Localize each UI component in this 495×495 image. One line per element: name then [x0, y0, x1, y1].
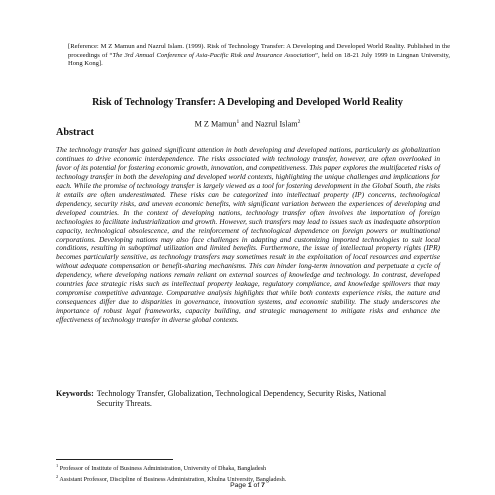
- reference-note: [68, 43, 450, 69]
- author-2: Nazrul Islam: [255, 119, 298, 129]
- page-current: 1: [247, 482, 252, 489]
- footnote-1-text: Professor of Institute of Business Administration, University of Dhaka, Bangladesh: [58, 465, 267, 473]
- author-1-mark: 1: [236, 119, 240, 125]
- page-number: [0, 482, 495, 489]
- page-total: 7: [261, 482, 265, 489]
- authors-conjunction: and: [239, 119, 256, 129]
- keywords-label: Keywords:: [56, 389, 94, 398]
- page-of-word: of: [251, 482, 262, 489]
- abstract-heading: Abstract: [56, 127, 94, 138]
- reference-prefix: [Reference: M Z Mamun and Nazrul Islam. (1999). Risk of Technology Transfer: A Developing and Developed World Reality. Published in the proceedings of “: [68, 43, 450, 59]
- footnote-2-mark: 2: [56, 473, 59, 479]
- author-1: M Z Mamun: [194, 119, 237, 129]
- reference-suffix: ”, held on 18-21 July 1999 in Lingnan University, Hong Kong].: [68, 51, 450, 68]
- page-word: Page: [230, 482, 248, 489]
- paper-title: Risk of Technology Transfer: A Developing and Developed World Reality: [92, 97, 403, 108]
- footnote-divider: [56, 459, 173, 460]
- footnotes: [56, 462, 456, 483]
- reference-proceedings: The 3rd Annual Conference of Asia-Pacific Risk and Insurance Association: [112, 51, 316, 59]
- footnote-1-mark: 1: [56, 463, 59, 468]
- abstract-body: The technology transfer has gained significant attention in both developing and developed nations, particularly as globalization continues to drive economic interdependence. The risks associated with technology transfer, however, are often overlooked in favor of its potential for fostering economic growth, innovation, and competitiveness. This paper explores the multifaceted risks of technology transfer in both the developing and developed world contexts, highlighting the unique challenges and implications for each. While the promise of technology transfer is largely viewed as a tool for fostering development in the Global South, the risks it entails are often underestimated. These risks can be categorized into intellectual property (IP) concerns, technological dependency, security risks, and uneven economic benefits, with significant variation between the experiences of developing and developed countries. In the context of developing nations, technology transfer often involves the importation of foreign technologies to facilitate industrialization and growth. However, such transfers may lead to issues such as inadequate absorption capacity, technological obsolescence, and the reinforcement of technological dependence on foreign powers or multinational corporations. Developing nations may also face challenges in adapting and customizing imported technologies to suit local conditions, resulting in suboptimal utilization and limited benefits. Furthermore, the issue of intellectual property rights (IPR) becomes particularly sensitive, as technology transfers may sometimes result in the exploitation of local resources and expertise without adequate compensation or benefit-sharing mechanisms. This can hinder long-term innovation and perpetuate a cycle of dependency, where developing nations remain reliant on external sources of knowledge and technology. In contrast, developed countries face strategic risks such as intellectual property leakage, regulatory compliance, and knowledge spillovers that may compromise competitive advantage. Comparative analysis highlights that while both contexts experience risks, the nature and consequences differ due to disparities in governance, innovation systems, and economic stability. The study underscores the importance of robust legal frameworks, capacity building, and strategic management to mitigate risks and enhance the effectiveness of technology transfer in diverse global contexts.: [56, 145, 440, 325]
- author-2-mark: 2: [297, 119, 301, 125]
- footnote-2-text: Assistant Professor, Discipline of Business Administration, Khulna University, Bangladesh.: [58, 475, 287, 483]
- keywords: [56, 389, 440, 409]
- keywords-value: Technology Transfer, Globalization, Technological Dependency, Security Risks, National Security Threats.: [96, 389, 387, 409]
- footnote-1: [56, 462, 456, 473]
